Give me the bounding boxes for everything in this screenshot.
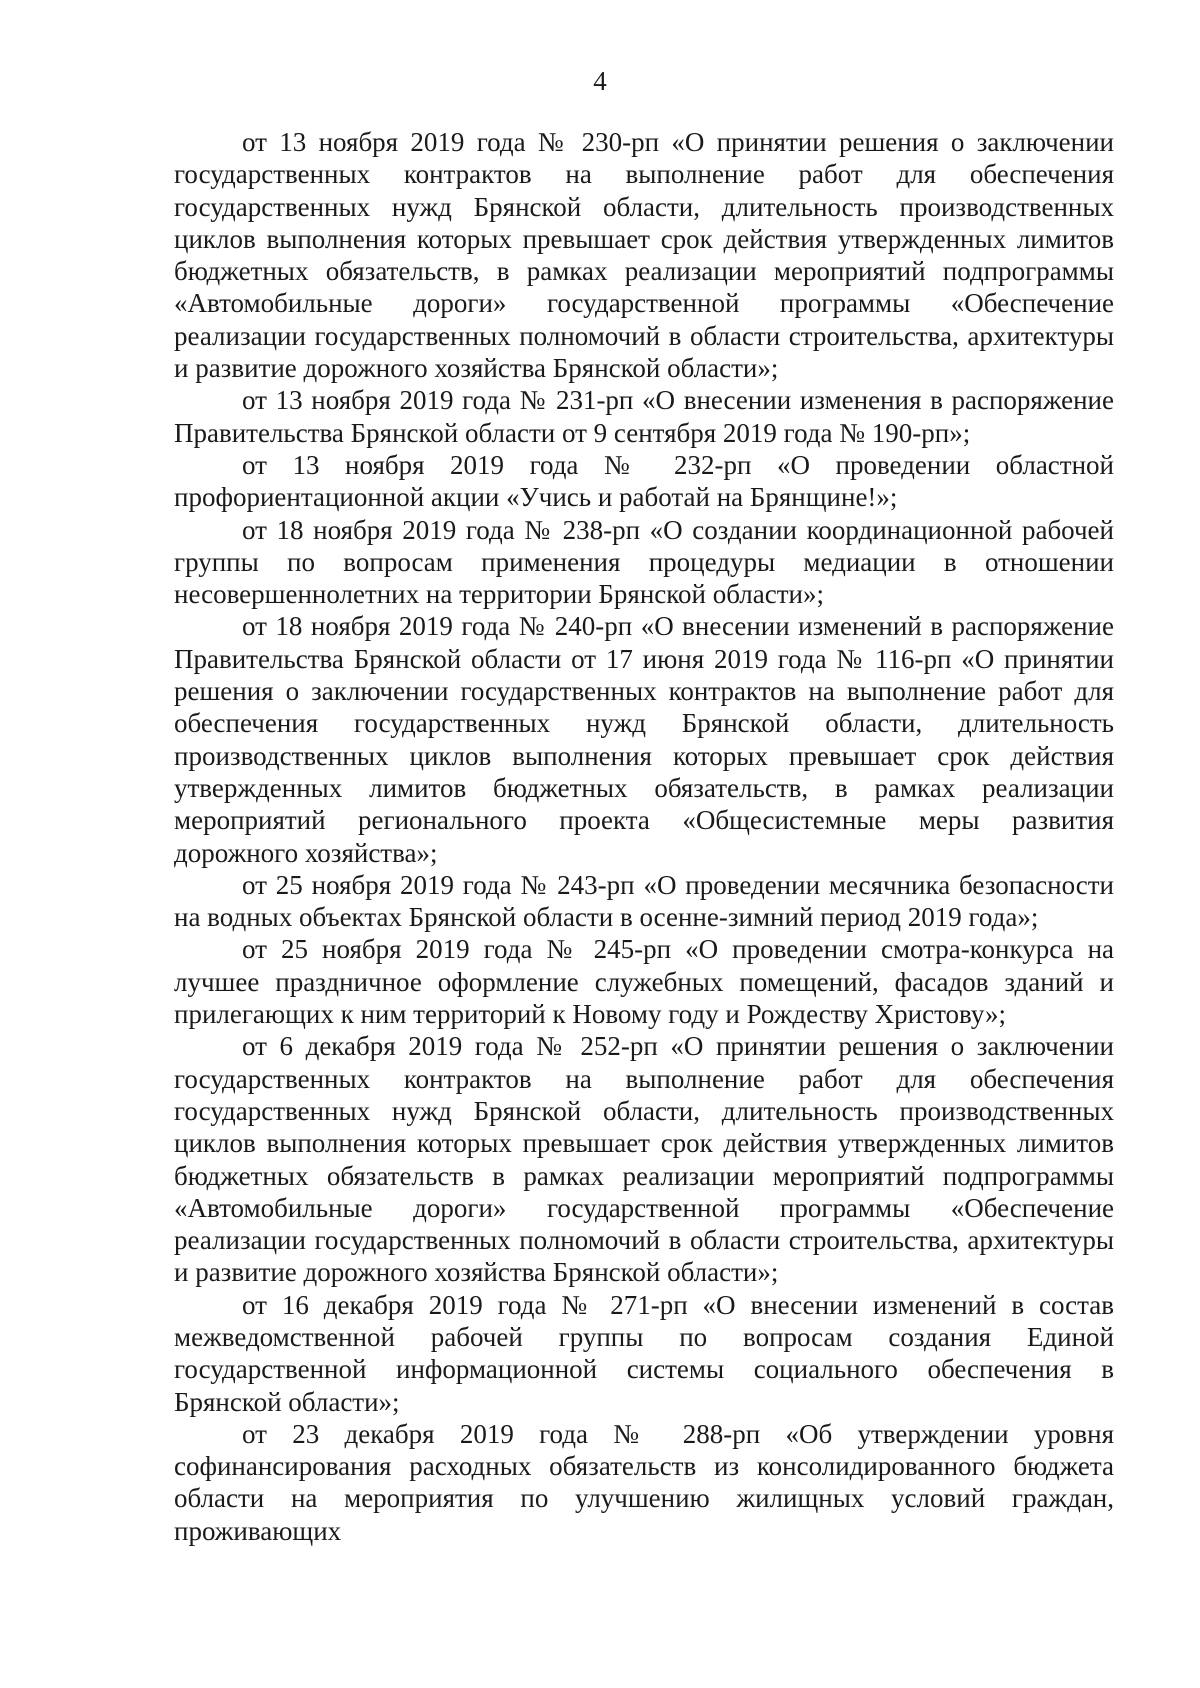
paragraph-order-245: от 25 ноября 2019 года № 245-рп «О проведении смотра-конкурса на лучшее праздничное оформление служебных помещений, фасадов зданий и прилегающих к ним территорий к Новому году и Рождеству Христову»; xyxy=(174,934,1114,1030)
paragraph-order-288: от 23 декабря 2019 года № 288-рп «Об утверждении уровня софинансирования расходных обязательств из консолидированного бюджета области на мероприятия по улучшению жилищных условий граждан, проживающих xyxy=(174,1418,1114,1546)
paragraph-order-243: от 25 ноября 2019 года № 243-рп «О проведении месячника безопасности на водных объектах Брянской области в осенне-зимний период 2019 года»; xyxy=(174,869,1114,933)
paragraph-order-230: от 13 ноября 2019 года № 230-рп «О принятии решения о заключении государственных контрактов на выполнение работ для обеспечения государственных нужд Брянской области, длительность производственных циклов выполнения которых превышает срок действия утвержденных лимитов бюджетных обязательств, в рамках реализации мероприятий подпрограммы «Автомобильные дороги» государственной программы «Обеспечение реализации государственных полномочий в области строительства, архитектуры и развитие дорожного хозяйства Брянской области»; xyxy=(174,127,1114,384)
paragraph-order-238: от 18 ноября 2019 года № 238-рп «О создании координационной рабочей группы по вопросам применения процедуры медиации в отношении несовершеннолетних на территории Брянской области»; xyxy=(174,514,1114,610)
paragraph-order-240: от 18 ноября 2019 года № 240-рп «О внесении изменений в распоряжение Правительства Брянской области от 17 июня 2019 года № 116-рп «О принятии решения о заключении государственных контрактов на выполнение работ для обеспечения государственных нужд Брянской области, длительность производственных циклов выполнения которых превышает срок действия утвержденных лимитов бюджетных обязательств, в рамках реализации мероприятий регионального проекта «Общесистемные меры развития дорожного хозяйства»; xyxy=(174,611,1114,868)
paragraph-order-232: от 13 ноября 2019 года № 232-рп «О проведении областной профориентационной акции «Учись и работай на Брянщине!»; xyxy=(174,449,1114,513)
paragraph-order-231: от 13 ноября 2019 года № 231-рп «О внесении изменения в распоряжение Правительства Брянской области от 9 сентября 2019 года № 190-рп»; xyxy=(174,385,1114,448)
paragraph-order-252: от 6 декабря 2019 года № 252-рп «О принятии решения о заключении государственных контрактов на выполнение работ для обеспечения государственных нужд Брянской области, длительность производственных циклов выполнения которых превышает срок действия утвержденных лимитов бюджетных обязательств в рамках реализации мероприятий подпрограммы «Автомобильные дороги» государственной программы «Обеспечение реализации государственных полномочий в области строительства, архитектуры и развитие дорожного хозяйства Брянской области»; xyxy=(174,1031,1114,1288)
page-number: 4 xyxy=(593,66,607,96)
document-body xyxy=(174,126,1114,1547)
paragraph-order-271: от 16 декабря 2019 года № 271-рп «О внесении изменений в состав межведомственной рабочей группы по вопросам создания Единой государственной информационной системы социального обеспечения в Брянской области»; xyxy=(174,1289,1114,1417)
